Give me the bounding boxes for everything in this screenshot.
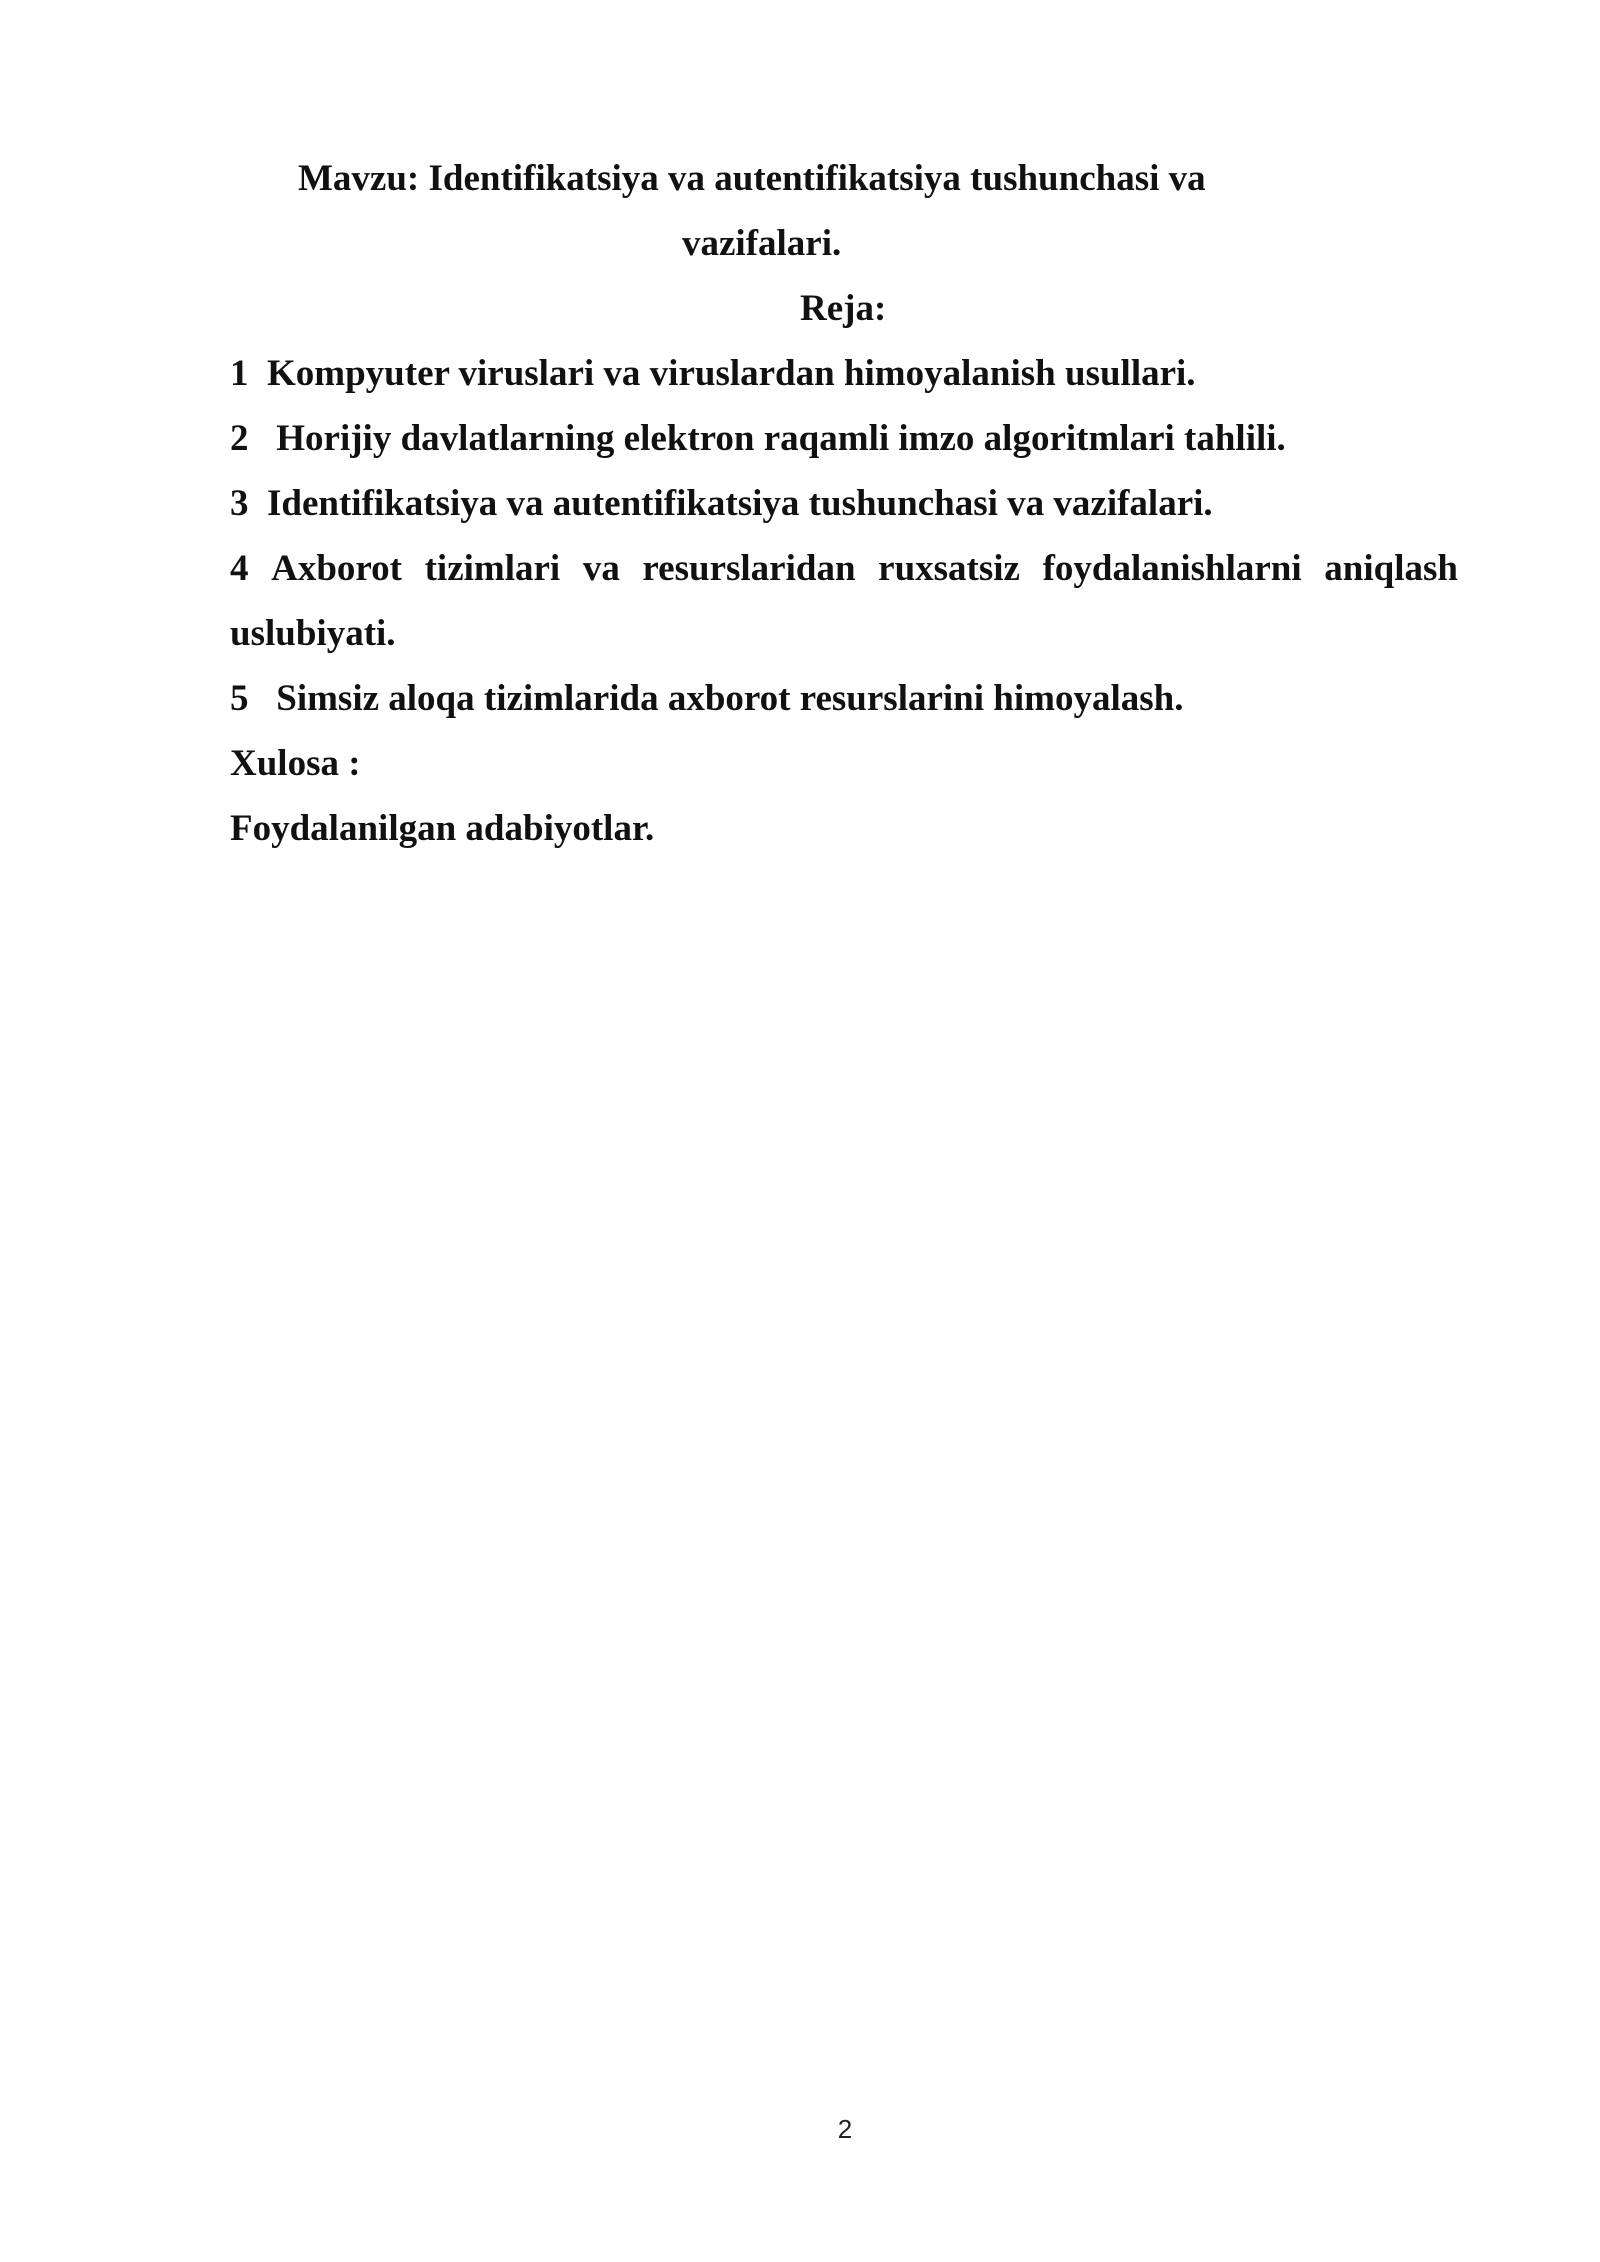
conclusion-heading: Xulosa : <box>230 743 361 784</box>
plan-item-number: 5 <box>230 678 249 719</box>
title-line-1: Mavzu: Identifikatsiya va autentifikatsiya tushunchasi va <box>298 158 1206 199</box>
page-number: 2 <box>837 2114 853 2144</box>
plan-item-2 <box>230 420 1286 457</box>
plan-item-5 <box>230 680 1183 717</box>
plan-item-1 <box>230 355 1196 392</box>
plan-item-text: Horijiy davlatlarning elektron raqamli imzo algoritmlari tahlili. <box>276 418 1286 459</box>
plan-item-text: Identifikatsiya va autentifikatsiya tushunchasi va vazifalari. <box>267 483 1213 524</box>
plan-heading: Reja: <box>800 288 887 329</box>
plan-item-text: Simsiz aloqa tizimlarida axborot resurslarini himoyalash. <box>276 678 1184 719</box>
plan-item-word: foydalanishlarni <box>1042 548 1302 589</box>
plan-item-text: Kompyuter viruslari va viruslardan himoyalanish usullari. <box>267 353 1196 394</box>
plan-item-word: resurslaridan <box>642 548 856 589</box>
plan-item-number: 3 <box>230 483 249 524</box>
title-line-2: vazifalari. <box>682 223 842 264</box>
plan-item-number: 2 <box>230 418 249 459</box>
plan-item-word: ruxsatsiz <box>878 548 1020 589</box>
plan-item-word: aniqlash <box>1324 548 1458 589</box>
plan-item-word: tizimlari <box>424 548 561 589</box>
plan-item-4 <box>230 550 1458 587</box>
plan-item-number: 1 <box>230 353 249 394</box>
plan-item-4-continuation: uslubiyati. <box>230 613 396 654</box>
plan-item-word: va <box>582 548 620 589</box>
plan-item-number: 4 <box>230 548 249 589</box>
plan-item-word: Axborot <box>271 548 402 589</box>
plan-item-3 <box>230 485 1213 522</box>
references-heading: Foydalanilgan adabiyotlar. <box>230 808 655 849</box>
